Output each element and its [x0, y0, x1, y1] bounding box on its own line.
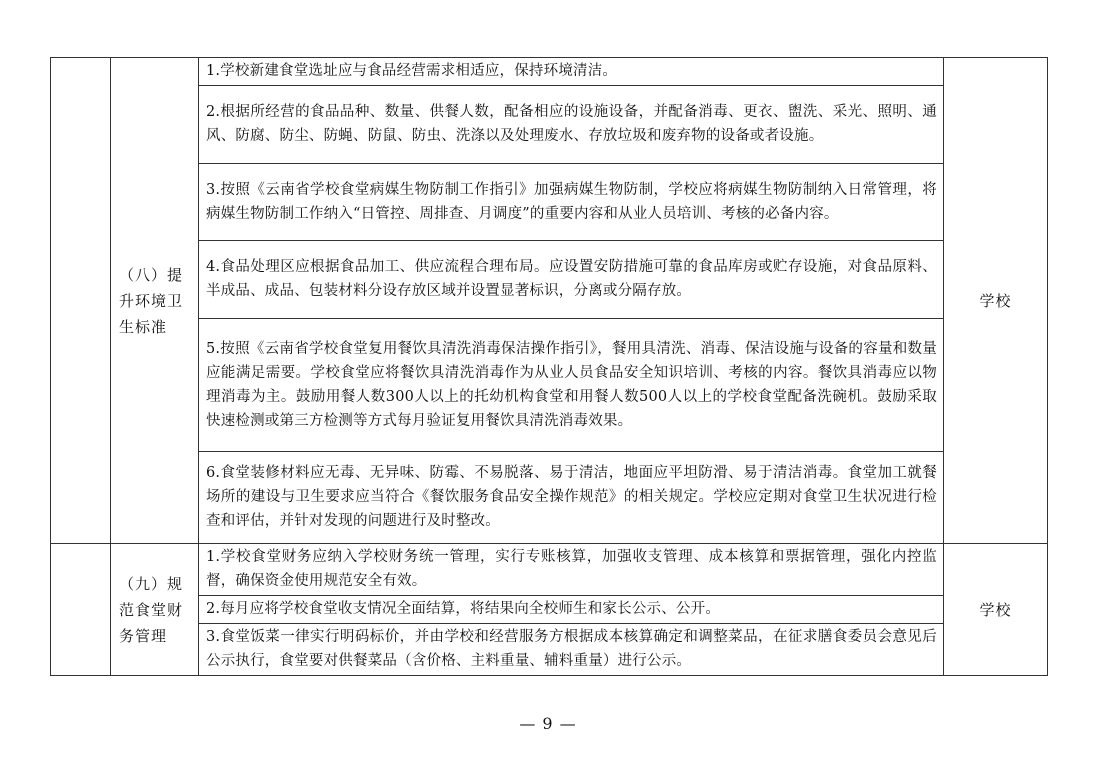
- table-row: [51, 164, 1048, 241]
- table-row: [51, 596, 1048, 624]
- table-row: [51, 452, 1048, 544]
- item-cell: 4.食品处理区应根据食品加工、供应流程合理布局。应设置安防措施可靠的食品库房或贮存设施，对食品原料、半成品、成品、包装材料分设存放区域并设置显著标识，分离或分隔存放。: [199, 241, 944, 319]
- responsible-party-cell: 学校: [944, 544, 1048, 676]
- item-cell: 3.食堂饭菜一律实行明码标价，并由学校和经营服务方根据成本核算确定和调整菜品，在征求膳食委员会意见后公示执行，食堂要对供餐菜品（含价格、主料重量、辅料重量）进行公示。: [199, 624, 944, 676]
- table-row: [51, 624, 1048, 676]
- responsible-party-cell: 学校: [944, 58, 1048, 544]
- first-column-cell: [51, 544, 111, 676]
- item-cell: 5.按照《云南省学校食堂复用餐饮具清洗消毒保洁操作指引》，餐用具清洗、消毒、保洁设施与设备的容量和数量应能满足需要。学校食堂应将餐饮具清洗消毒作为从业人员食品安全知识培训、考核的内容。餐饮具消毒应以物理消毒为主。鼓励用餐人数300人以上的托幼机构食堂和用餐人数500人以上的学校食堂配备洗碗机。鼓励采取快速检测或第三方检测等方式每月验证复用餐饮具清洗消毒效果。: [199, 319, 944, 452]
- item-cell: 1.学校食堂财务应纳入学校财务统一管理，实行专账核算，加强收支管理、成本核算和票据管理，强化内控监督，确保资金使用规范安全有效。: [199, 544, 944, 596]
- page-number: — 9 —: [519, 714, 577, 733]
- item-cell: 1.学校新建食堂选址应与食品经营需求相适应，保持环境清洁。: [199, 58, 944, 86]
- category-cell-environment-hygiene: （八）提升环境卫生标准: [111, 58, 199, 544]
- table-row: [51, 319, 1048, 452]
- table-row: [51, 86, 1048, 164]
- item-cell: 3.按照《云南省学校食堂病媒生物防制工作指引》加强病媒生物防制，学校应将病媒生物防制纳入日常管理，将病媒生物防制工作纳入“日管控、周排查、月调度”的重要内容和从业人员培训、考核的必备内容。: [199, 164, 944, 241]
- item-cell: 6.食堂装修材料应无毒、无异味、防霉、不易脱落、易于清洁，地面应平坦防滑、易于清洁消毒。食堂加工就餐场所的建设与卫生要求应当符合《餐饮服务食品安全操作规范》的相关规定。学校应定期对食堂卫生状况进行检查和评估，并针对发现的问题进行及时整改。: [199, 452, 944, 544]
- table-row: [51, 544, 1048, 596]
- item-cell: 2.根据所经营的食品品种、数量、供餐人数，配备相应的设施设备，并配备消毒、更衣、盥洗、采光、照明、通风、防腐、防尘、防蝇、防鼠、防虫、洗涤以及处理废水、存放垃圾和废弃物的设备或者设施。: [199, 86, 944, 164]
- table-row: [51, 58, 1048, 86]
- requirements-table: [50, 57, 1048, 676]
- category-cell-finance-management: （九）规范食堂财务管理: [111, 544, 199, 676]
- first-column-cell: [51, 58, 111, 544]
- item-cell: 2.每月应将学校食堂收支情况全面结算，将结果向全校师生和家长公示、公开。: [199, 596, 944, 624]
- table-row: [51, 241, 1048, 319]
